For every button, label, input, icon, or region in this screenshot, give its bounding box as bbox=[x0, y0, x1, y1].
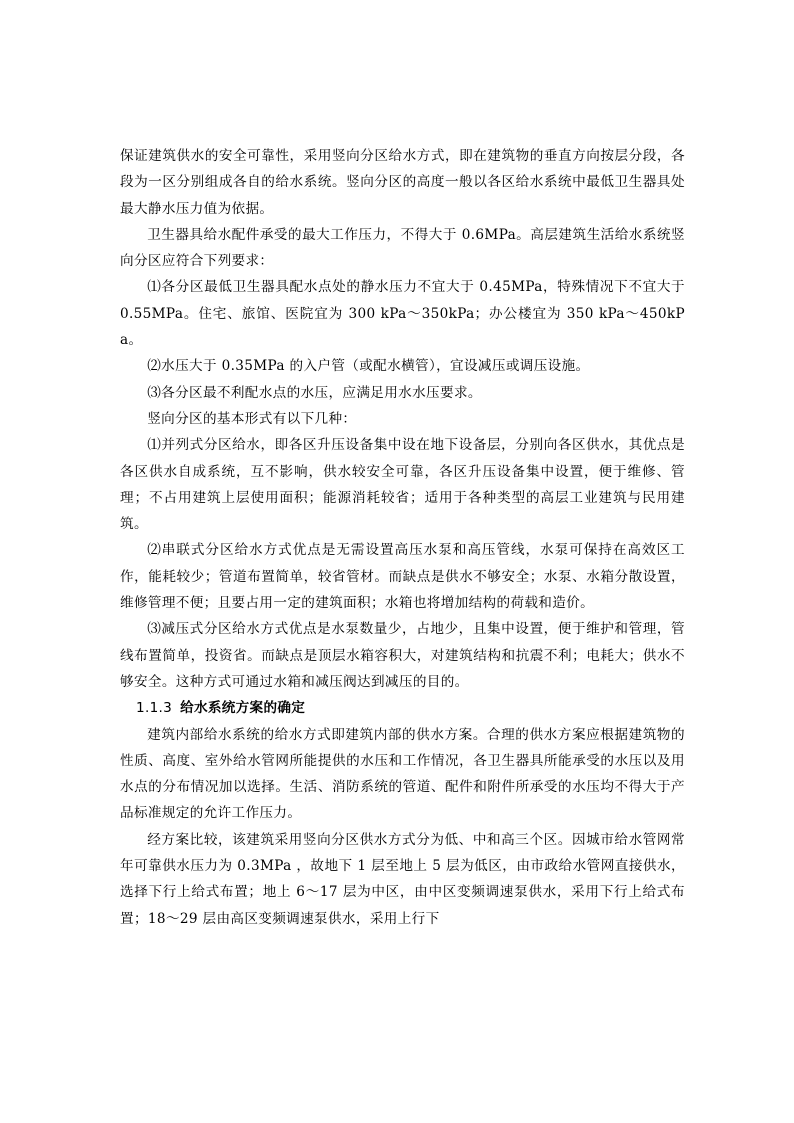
document-body bbox=[120, 143, 685, 932]
list-item: ⑶减压式分区给水方式优点是水泵数量少，占地少，且集中设置，便于维护和管理，管线布置简单，投资省。而缺点是顶层水箱容积大，对建筑结构和抗震不利；电耗大；供水不够安全。这种方式可通过水箱和减压阀达到减压的目的。 bbox=[120, 621, 685, 690]
list-item: ⑵串联式分区给水方式优点是无需设置高压水泵和高压管线，水泵可保持在高效区工作，能耗较少；管道布置简单，较省管材。而缺点是供水不够安全；水泵、水箱分散设置，维修管理不便；且要占用一定的建筑面积；水箱也将增加结构的荷载和造价。 bbox=[120, 542, 685, 612]
body-paragraph: 建筑内部给水系统的给水方式即建筑内部的供水方案。合理的供水方案应根据建筑物的性质、高度、室外给水管网所能提供的水压和工作情况，各卫生器具所能承受的水压以及用水点的分布情况加以选择。生活、消防系统的管道、配件和附件所承受的水压均不得大于产品标准规定的允许工作压力。 bbox=[120, 726, 685, 822]
body-paragraph: 竖向分区的基本形式有以下几种： bbox=[147, 410, 357, 427]
body-paragraph: 保证建筑供水的安全可靠性，采用竖向分区给水方式，即在建筑物的垂直方向按层分段，各段为一区分别组成各自的给水系统。竖向分区的高度一般以各区给水系统中最低卫生器具处最大静水压力值为依据。 bbox=[120, 148, 685, 217]
list-item: ⑴并列式分区给水，即各区升压设备集中设在地下设备层，分别向各区供水，其优点是各区供水自成系统，互不影响，供水较安全可靠，各区升压设备集中设置，便于维修、管理；不占用建筑上层使用面积；能源消耗较省；适用于各种类型的高层工业建筑与民用建筑。 bbox=[120, 437, 685, 533]
list-item: ⑵水压大于 0.35MPa 的入户管（或配水横管），宜设减压或调压设施。 bbox=[147, 358, 590, 375]
body-paragraph: 卫生器具给水配件承受的最大工作压力，不得大于 0.6MPa。高层建筑生活给水系统竖向分区应符合下列要求： bbox=[120, 226, 685, 270]
section-heading bbox=[120, 695, 685, 721]
list-item: ⑶各分区最不利配水点的水压，应满足用水水压要求。 bbox=[147, 384, 482, 401]
section-number: 1.1.3 bbox=[136, 700, 173, 717]
section-title: 给水系统方案的确定 bbox=[180, 700, 306, 717]
list-item: ⑴各分区最低卫生器具配水点处的静水压力不宜大于 0.45MPa，特殊情况下不宜大于 0.55MPa。住宅、旅馆、医院宜为 300 kPa～350kPa；办公楼宜为 350 kPa～450kPa。 bbox=[120, 279, 685, 349]
body-paragraph: 经方案比较，该建筑采用竖向分区供水方式分为低、中和高三个区。因城市给水管网常年可靠供水压力为 0.3MPa ，故地下 1 层至地上 5 层为低区，由市政给水管网直接供水，选择下行上给式布置；地上 6～17 层为中区，由中区变频调速泵供水，采用下行上给式布置；18～29 层由高区变频调速泵供水，采用上行下 bbox=[120, 831, 685, 927]
